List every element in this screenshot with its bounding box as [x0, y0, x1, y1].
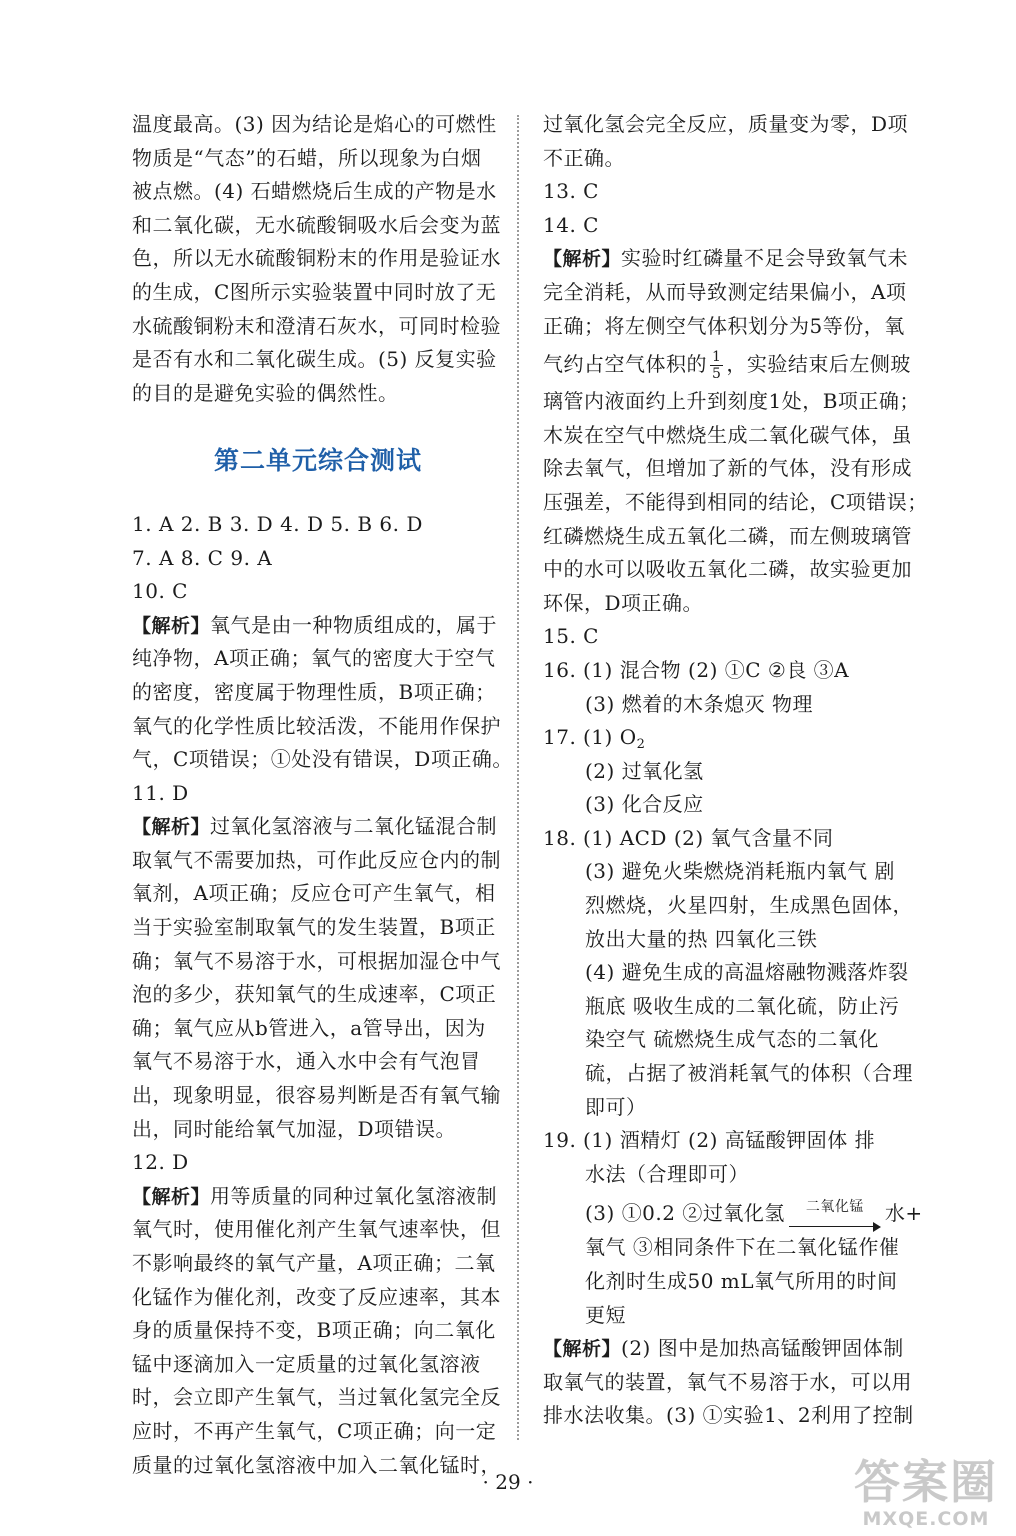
text-line: 氧气 ③相同条件下在二氧化锰作催 [585, 1235, 900, 1260]
page-number: · 29 · [482, 1470, 534, 1494]
question-18-answer [543, 822, 923, 856]
analysis-line [132, 1180, 504, 1214]
analysis-text: (2) 图中是加热高锰酸钾固体制 [621, 1336, 904, 1361]
text-line: 中的水可以吸收五氧化二磷，故实验更加 [543, 557, 912, 582]
text-line: 即可） [585, 1094, 647, 1119]
text-line: 应时，不再产生氧气，C项正确；向一定 [132, 1418, 497, 1443]
analysis-tag: 【解析】 [132, 614, 211, 637]
subscript: 2 [636, 737, 646, 753]
text-line: 取氧气不需要加热，可作此反应仓内的制 [132, 847, 501, 872]
text-line: 放出大量的热 四氧化三铁 [585, 926, 818, 951]
fraction-numerator: 1 [712, 349, 722, 366]
analysis-tag: 【解析】 [543, 248, 622, 271]
text-line: 时，会立即产生氧气，当过氧化氢完全反 [132, 1385, 501, 1410]
analysis-text: 过氧化氢溶液与二氧化锰混合制 [210, 814, 498, 839]
text-line: 氧气不易溶于水，通入水中会有气泡冒 [132, 1049, 481, 1074]
text-segment: ，实验结束后左侧玻 [726, 352, 911, 377]
text-line: (3) 避免火柴燃烧消耗瓶内氧气 剧 [585, 859, 896, 884]
text-segment: 气约占空气体积的 [543, 352, 707, 377]
text-line: 硫，占据了被消耗氧气的体积（合理 [585, 1061, 913, 1086]
analysis-tag: 【解析】 [543, 1338, 622, 1361]
text-line: 泡的多少，获知氧气的生成速率，C项正 [132, 982, 497, 1007]
fraction-line [543, 343, 923, 385]
text-line: 化锰作为催化剂，改变了反应速率，其本 [132, 1284, 501, 1309]
right-column [543, 108, 928, 1433]
text-line: 排水法收集。(3) ①实验1、2利用了控制 [543, 1403, 914, 1428]
text-line: 木炭在空气中燃烧生成二氧化碳气体，虽 [543, 422, 912, 447]
text-segment: (3) ①0.2 ②过氧化氢 [585, 1201, 785, 1226]
text-line: 是否有水和二氧化碳生成。(5) 反复实验 [132, 347, 497, 372]
watermark-text: 答案圈 [854, 1455, 998, 1509]
text-line: 烈燃烧，火星四射，生成黑色固体， [585, 893, 913, 918]
answer-row: 1. A 2. B 3. D 4. D 5. B 6. D [132, 511, 423, 536]
text-line: 氧气时，使用催化剂产生氧气速率快，但 [132, 1217, 501, 1242]
answer-text: (1) 酒精灯 (2) 高锰酸钾固体 排 [583, 1128, 876, 1153]
analysis-line [132, 810, 504, 844]
text-line: 和二氧化碳，无水硫酸铜吸水后会变为蓝 [132, 212, 501, 237]
text-line: 染空气 硫燃烧生成气态的二氧化 [585, 1027, 879, 1052]
text-line: 压强差，不能得到相同的结论，C项错误； [543, 489, 928, 514]
text-line: 水法（合理即可） [585, 1161, 749, 1186]
text-line: 水硫酸铜粉末和澄清石灰水，可同时检验 [132, 313, 501, 338]
text-line: 璃管内液面约上升到刻度1处，B项正确； [543, 389, 920, 414]
text-line: 纯净物，A项正确；氧气的密度大于空气 [132, 646, 496, 671]
text-line: 被点燃。(4) 石蜡燃烧后生成的产物是水 [132, 179, 497, 204]
text-line: 过氧化氢会完全反应，质量变为零，D项 [543, 112, 909, 136]
text-line: 色，所以无水硫酸铜粉末的作用是验证水 [132, 246, 501, 271]
analysis-tag: 【解析】 [132, 816, 211, 839]
question-16-answer [543, 654, 923, 688]
text-line: 更短 [585, 1302, 626, 1327]
text-line: 瓶底 吸收生成的二氧化硫，防止污 [585, 993, 900, 1018]
reaction-condition: 二氧化锰 [805, 1199, 864, 1216]
analysis-text: 用等质量的同种过氧化氢溶液制 [210, 1183, 498, 1208]
text-line: 的密度，密度属于物理性质，B项正确； [132, 679, 496, 704]
text-line: (2) 过氧化氢 [585, 758, 704, 783]
watermark-logo [846, 1456, 1006, 1530]
text-line: 确；氧气不易溶于水，可根据加湿仓中气 [132, 948, 501, 973]
text-line: 当于实验室制取氧气的发生装置，B项正 [132, 915, 496, 940]
text-line: 氧剂，A项正确；反应仓可产生氧气，相 [132, 881, 496, 906]
text-line: 确；氧气应从b管进入，a管导出，因为 [132, 1015, 486, 1040]
arrow-icon [787, 1217, 883, 1235]
question-14-answer: 14. C [543, 212, 599, 237]
fraction [710, 349, 723, 382]
text-line: 出，同时能给氧气加湿，D项错误。 [132, 1116, 457, 1141]
question-12-answer: 12. D [132, 1150, 189, 1175]
fraction-denominator: 5 [712, 366, 722, 383]
reaction-arrow [787, 1199, 883, 1235]
text-line: 取氧气的装置，氧气不易溶于水，可以用 [543, 1369, 912, 1394]
text-line: 氧气的化学性质比较活泼，不能用作保护 [132, 713, 501, 738]
column-divider [517, 115, 519, 1440]
text-line: 物质是“气态”的石蜡，所以现象为白烟 [132, 145, 482, 170]
text-line: 质量的过氧化氢溶液中加入二氧化锰时， [132, 1452, 501, 1477]
text-line: 正确；将左侧空气体积划分为5等份，氧 [543, 313, 905, 338]
answer-text: (1) O [583, 725, 637, 750]
question-number: 19. [543, 1128, 577, 1153]
analysis-text: 实验时红磷量不足会导致氧气未 [621, 246, 909, 271]
text-line: 完全消耗，从而导致测定结果偏小，A项 [543, 279, 907, 304]
question-19-answer [543, 1124, 923, 1158]
text-segment: 水+ [884, 1201, 923, 1226]
text-line: 红磷燃烧生成五氧化二磷，而左侧玻璃管 [543, 523, 912, 548]
analysis-tag: 【解析】 [132, 1185, 211, 1208]
analysis-line [543, 1332, 923, 1366]
analysis-text: 氧气是由一种物质组成的，属于 [210, 612, 498, 637]
equation-line [543, 1191, 923, 1231]
question-number: 18. [543, 825, 577, 850]
text-line: 锰中逐滴加入一定质量的过氧化氢溶液 [132, 1351, 481, 1376]
question-number: 16. [543, 657, 577, 682]
watermark-url: MXQE.COM [862, 1508, 990, 1530]
question-10-answer: 10. C [132, 579, 188, 604]
analysis-line [543, 242, 923, 276]
text-line: 环保，D项正确。 [543, 590, 704, 615]
analysis-line [132, 609, 504, 643]
text-line: 不正确。 [543, 145, 625, 170]
text-line: 身的质量保持不变，B项正确；向二氧化 [132, 1318, 496, 1343]
question-13-answer: 13. C [543, 179, 599, 204]
answer-text: (1) ACD (2) 氧气含量不同 [583, 825, 834, 850]
text-line: (4) 避免生成的高温熔融物溅落炸裂 [585, 960, 909, 985]
text-line: 温度最高。(3) 因为结论是焰心的可燃性 [132, 112, 497, 136]
text-line: 的生成，C图所示实验装置中同时放了无 [132, 279, 497, 304]
question-17-answer [543, 721, 923, 755]
answer-row: 7. A 8. C 9. A [132, 545, 273, 570]
left-column [132, 108, 513, 1482]
answer-text: (1) 混合物 (2) ①C ②良 ③A [583, 657, 850, 682]
section-title: 第二单元综合测试 [213, 446, 422, 476]
text-line: 除去氧气，但增加了新的气体，没有形成 [543, 456, 912, 481]
question-11-answer: 11. D [132, 780, 189, 805]
text-line: 化剂时生成50 mL氧气所用的时间 [585, 1269, 898, 1293]
text-line: 不影响最终的氧气产量，A项正确；二氧 [132, 1251, 496, 1275]
question-number: 17. [543, 725, 577, 750]
text-line: 气，C项错误；①处没有错误，D项正确。 [132, 747, 513, 772]
text-line: 出，现象明显，很容易判断是否有氧气输 [132, 1083, 501, 1108]
text-line: (3) 化合反应 [585, 792, 704, 817]
question-15-answer: 15. C [543, 624, 599, 649]
text-line: 的目的是避免实验的偶然性。 [132, 380, 399, 405]
text-line: (3) 燃着的木条熄灭 物理 [585, 691, 814, 716]
